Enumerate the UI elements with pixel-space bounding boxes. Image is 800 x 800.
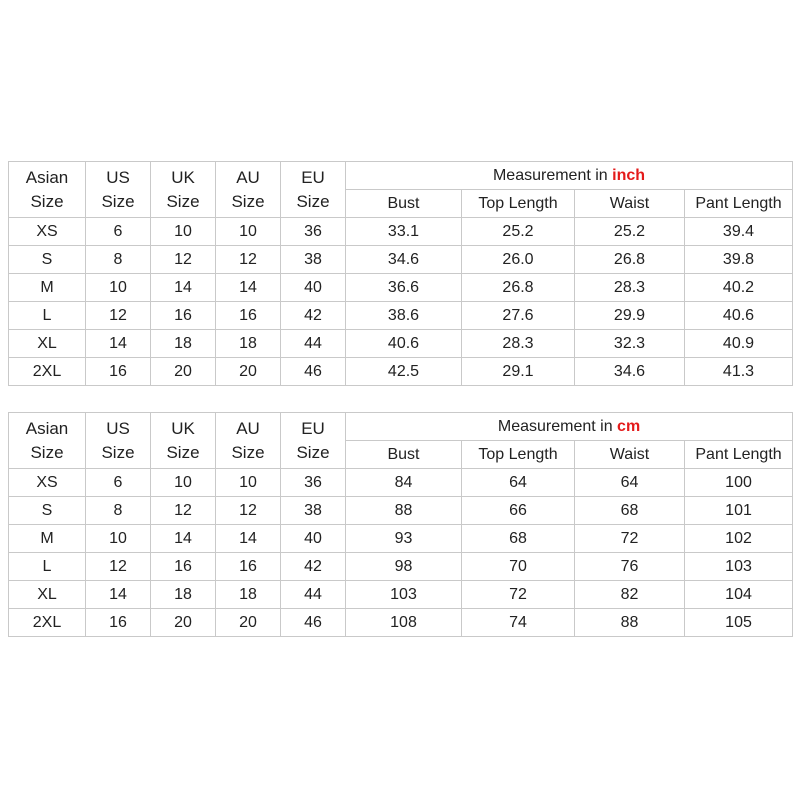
header-label: AU: [236, 418, 260, 438]
table-body: [9, 469, 793, 637]
header-row: [9, 162, 793, 190]
table-row: [9, 218, 793, 246]
header-label: UK: [171, 167, 195, 187]
uk-size-cell: 10: [151, 469, 216, 497]
top-length-cell: 66: [462, 497, 575, 525]
size-chart-inch-table: [8, 161, 793, 386]
eu-size-cell: 36: [281, 469, 346, 497]
au-size-cell: 14: [216, 274, 281, 302]
au-size-cell: 20: [216, 609, 281, 637]
asian-size-cell: L: [9, 302, 86, 330]
waist-cell: 82: [575, 581, 685, 609]
measurement-caption: [346, 162, 793, 190]
table-row: [9, 358, 793, 386]
table-row: [9, 302, 793, 330]
uk-size-cell: 14: [151, 525, 216, 553]
measurement-prefix: Measurement in: [497, 417, 613, 435]
measurement-prefix: Measurement in: [492, 166, 608, 184]
measurement-unit: inch: [612, 166, 646, 184]
uk-size-cell: 20: [151, 609, 216, 637]
header-label: AU: [236, 167, 260, 187]
uk-size-cell: 18: [151, 330, 216, 358]
eu-size-cell: 38: [281, 246, 346, 274]
header-label: Size: [231, 442, 265, 462]
header-label: EU: [301, 418, 325, 438]
table-row: [9, 469, 793, 497]
asian-size-cell: XL: [9, 581, 86, 609]
au-size-cell: 18: [216, 330, 281, 358]
top-length-header: Top Length: [462, 441, 575, 469]
eu-size-cell: 36: [281, 218, 346, 246]
pant-length-cell: 104: [685, 581, 793, 609]
top-length-cell: 28.3: [462, 330, 575, 358]
au-size-cell: 10: [216, 218, 281, 246]
table-row: [9, 581, 793, 609]
header-label: Asian: [25, 418, 69, 438]
uk-size-cell: 12: [151, 497, 216, 525]
waist-cell: 64: [575, 469, 685, 497]
waist-cell: 68: [575, 497, 685, 525]
waist-cell: 25.2: [575, 218, 685, 246]
pant-length-cell: 40.9: [685, 330, 793, 358]
header-label: Asian: [25, 167, 69, 187]
table-row: [9, 497, 793, 525]
eu-size-cell: 46: [281, 358, 346, 386]
uk-size-cell: 10: [151, 218, 216, 246]
au-size-cell: 16: [216, 302, 281, 330]
header-label: Size: [166, 191, 200, 211]
asian-size-cell: 2XL: [9, 609, 86, 637]
bust-cell: 93: [346, 525, 462, 553]
top-length-header: Top Length: [462, 190, 575, 218]
measurement-unit: cm: [617, 417, 641, 435]
pant-length-header: Pant Length: [685, 190, 793, 218]
bust-cell: 33.1: [346, 218, 462, 246]
us-size-cell: 6: [86, 469, 151, 497]
header-label: US: [106, 167, 130, 187]
us-size-cell: 16: [86, 609, 151, 637]
table-row: [9, 246, 793, 274]
bust-header: Bust: [346, 441, 462, 469]
au-size-header: [216, 413, 281, 469]
top-length-cell: 26.0: [462, 246, 575, 274]
us-size-cell: 12: [86, 302, 151, 330]
us-size-cell: 16: [86, 358, 151, 386]
au-size-cell: 12: [216, 497, 281, 525]
pant-length-cell: 39.8: [685, 246, 793, 274]
eu-size-cell: 44: [281, 581, 346, 609]
eu-size-cell: 46: [281, 609, 346, 637]
pant-length-cell: 103: [685, 553, 793, 581]
au-size-header: [216, 162, 281, 218]
waist-cell: 29.9: [575, 302, 685, 330]
asian-size-cell: 2XL: [9, 358, 86, 386]
eu-size-cell: 38: [281, 497, 346, 525]
eu-size-header: [281, 162, 346, 218]
waist-cell: 34.6: [575, 358, 685, 386]
bust-cell: 103: [346, 581, 462, 609]
us-size-cell: 8: [86, 497, 151, 525]
waist-cell: 32.3: [575, 330, 685, 358]
uk-size-header: [151, 162, 216, 218]
asian-size-cell: M: [9, 525, 86, 553]
pant-length-cell: 39.4: [685, 218, 793, 246]
us-size-header: [86, 413, 151, 469]
bust-cell: 38.6: [346, 302, 462, 330]
pant-length-cell: 102: [685, 525, 793, 553]
header-label: Size: [101, 191, 135, 211]
uk-size-cell: 14: [151, 274, 216, 302]
waist-header: Waist: [575, 441, 685, 469]
waist-cell: 76: [575, 553, 685, 581]
table-row: [9, 553, 793, 581]
header-label: Size: [30, 442, 64, 462]
au-size-cell: 14: [216, 525, 281, 553]
measurement-caption: [346, 413, 793, 441]
table-row: [9, 330, 793, 358]
bust-cell: 88: [346, 497, 462, 525]
bust-cell: 108: [346, 609, 462, 637]
asian-size-cell: XS: [9, 218, 86, 246]
uk-size-header: [151, 413, 216, 469]
waist-cell: 28.3: [575, 274, 685, 302]
eu-size-cell: 42: [281, 553, 346, 581]
eu-size-cell: 44: [281, 330, 346, 358]
waist-cell: 88: [575, 609, 685, 637]
uk-size-cell: 18: [151, 581, 216, 609]
us-size-cell: 14: [86, 330, 151, 358]
top-length-cell: 70: [462, 553, 575, 581]
au-size-cell: 12: [216, 246, 281, 274]
header-label: US: [106, 418, 130, 438]
asian-size-cell: S: [9, 497, 86, 525]
pant-length-cell: 41.3: [685, 358, 793, 386]
eu-size-cell: 42: [281, 302, 346, 330]
header-label: UK: [171, 418, 195, 438]
top-length-cell: 29.1: [462, 358, 575, 386]
bust-cell: 40.6: [346, 330, 462, 358]
us-size-cell: 14: [86, 581, 151, 609]
bust-cell: 42.5: [346, 358, 462, 386]
us-size-cell: 10: [86, 274, 151, 302]
header-label: EU: [301, 167, 325, 187]
header-label: Size: [296, 442, 330, 462]
eu-size-cell: 40: [281, 274, 346, 302]
pant-length-cell: 101: [685, 497, 793, 525]
waist-cell: 72: [575, 525, 685, 553]
top-length-cell: 74: [462, 609, 575, 637]
waist-header: Waist: [575, 190, 685, 218]
uk-size-cell: 12: [151, 246, 216, 274]
asian-size-header: [9, 162, 86, 218]
asian-size-header: [9, 413, 86, 469]
header-label: Size: [30, 191, 64, 211]
top-length-cell: 64: [462, 469, 575, 497]
asian-size-cell: S: [9, 246, 86, 274]
table-row: [9, 609, 793, 637]
pant-length-cell: 100: [685, 469, 793, 497]
top-length-cell: 72: [462, 581, 575, 609]
us-size-cell: 8: [86, 246, 151, 274]
header-label: Size: [101, 442, 135, 462]
us-size-cell: 12: [86, 553, 151, 581]
uk-size-cell: 16: [151, 553, 216, 581]
us-size-cell: 6: [86, 218, 151, 246]
header-label: Size: [296, 191, 330, 211]
bust-header: Bust: [346, 190, 462, 218]
au-size-cell: 10: [216, 469, 281, 497]
asian-size-cell: M: [9, 274, 86, 302]
asian-size-cell: XL: [9, 330, 86, 358]
asian-size-cell: L: [9, 553, 86, 581]
table-body: [9, 218, 793, 386]
header-label: Size: [166, 442, 200, 462]
au-size-cell: 20: [216, 358, 281, 386]
header-row: [9, 413, 793, 441]
pant-length-header: Pant Length: [685, 441, 793, 469]
eu-size-cell: 40: [281, 525, 346, 553]
au-size-cell: 16: [216, 553, 281, 581]
waist-cell: 26.8: [575, 246, 685, 274]
size-chart-cm-table: [8, 412, 793, 637]
pant-length-cell: 40.2: [685, 274, 793, 302]
uk-size-cell: 16: [151, 302, 216, 330]
us-size-cell: 10: [86, 525, 151, 553]
pant-length-cell: 40.6: [685, 302, 793, 330]
us-size-header: [86, 162, 151, 218]
au-size-cell: 18: [216, 581, 281, 609]
top-length-cell: 26.8: [462, 274, 575, 302]
table-row: [9, 274, 793, 302]
bust-cell: 98: [346, 553, 462, 581]
top-length-cell: 68: [462, 525, 575, 553]
bust-cell: 34.6: [346, 246, 462, 274]
top-length-cell: 27.6: [462, 302, 575, 330]
pant-length-cell: 105: [685, 609, 793, 637]
top-length-cell: 25.2: [462, 218, 575, 246]
bust-cell: 84: [346, 469, 462, 497]
uk-size-cell: 20: [151, 358, 216, 386]
header-label: Size: [231, 191, 265, 211]
table-row: [9, 525, 793, 553]
bust-cell: 36.6: [346, 274, 462, 302]
eu-size-header: [281, 413, 346, 469]
asian-size-cell: XS: [9, 469, 86, 497]
